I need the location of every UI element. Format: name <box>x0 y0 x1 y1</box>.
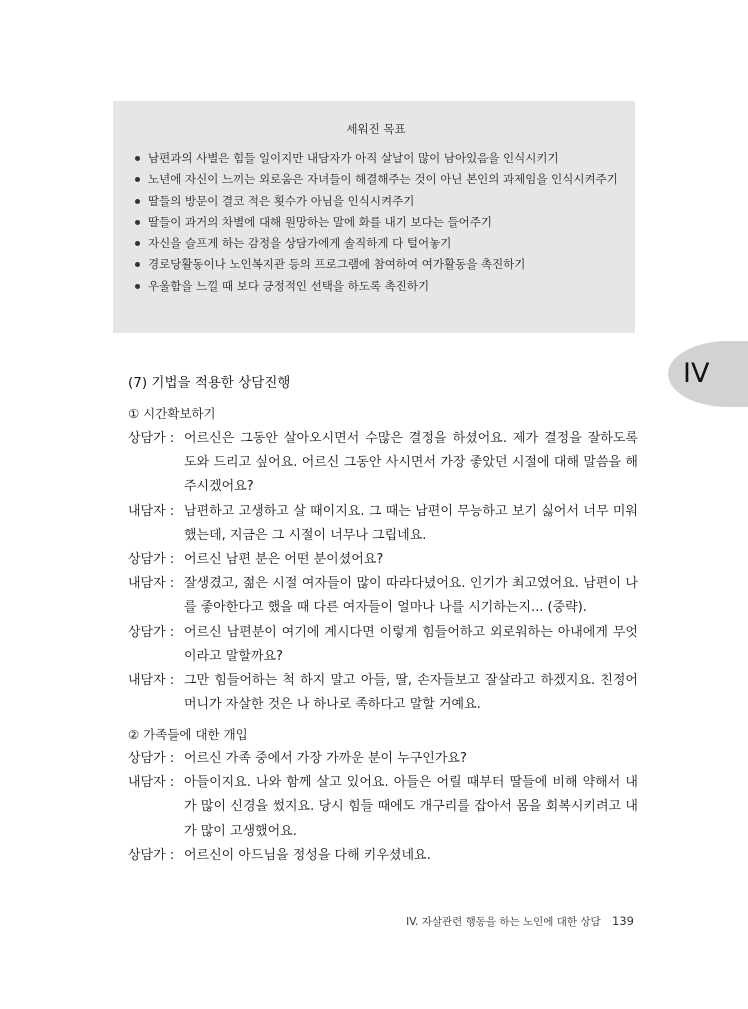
goals-box <box>113 101 635 333</box>
goals-list <box>133 148 619 297</box>
page-number: 139 <box>612 914 634 928</box>
speaker-label: 상담가 : <box>128 552 175 568</box>
speaker-label: 내담자 : <box>128 673 175 689</box>
utterance-text: 어르신이 아드님을 정성을 다해 키우셨네요. <box>184 847 431 863</box>
goal-item: 남편과의 사별은 힘들 일이지만 내담자가 아직 살날이 많이 남아있음을 인식시키기 <box>133 148 619 169</box>
speaker-label: 상담가 : <box>128 751 175 766</box>
page-footer <box>406 914 634 929</box>
goal-item: 딸들이 과거의 차별에 대해 원망하는 말에 화를 내기 보다는 들어주기 <box>133 212 619 233</box>
dialogue-time-securing <box>128 427 638 717</box>
utterance-text: 그만 힘들어하는 척 하지 말고 아들, 딸, 손자들보고 잘살라고 하겠지요. 친정어머니가 자살한 것은 나 하나로 족하다고 말할 거예요. <box>184 673 638 713</box>
goal-item: 노년에 자신이 느끼는 외로움은 자녀들이 해결해주는 것이 아닌 본인의 과제임을 인식시켜주기 <box>133 169 619 190</box>
dialogue-turn <box>128 844 638 868</box>
dialogue-turn <box>128 747 638 771</box>
dialogue-turn <box>128 500 638 548</box>
goal-item: 자신을 슬프게 하는 감정을 상담가에게 솔직하게 다 털어놓기 <box>133 233 619 254</box>
dialogue-turn <box>128 427 638 500</box>
dialogue-turn <box>128 771 638 844</box>
dialogue-turn <box>128 621 638 669</box>
utterance-text: 어르신은 그동안 살아오시면서 수많은 결정을 하셨어요. 제가 결정을 잘하도록 도와 드리고 싶어요. 어르신 그동안 사시면서 가장 좋았던 시절에 대해 말씀을 해주시겠어요? <box>184 431 638 495</box>
dialogue-family-intervention <box>128 747 638 868</box>
dialogue-turn <box>128 572 638 620</box>
speaker-label: 내담자 : <box>128 576 175 592</box>
speaker-label: 상담가 : <box>128 847 175 863</box>
subheading-time-securing: ① 시간확보하기 <box>128 406 216 421</box>
subheading-family-intervention: ② 가족들에 대한 개입 <box>128 727 248 742</box>
goal-item: 경로당활동이나 노인복지관 등의 프로그램에 참여하여 여가활동을 촉진하기 <box>133 254 619 275</box>
running-title: IV. 자살관련 행동을 하는 노인에 대한 상담 <box>406 916 601 928</box>
goal-item: 우울함을 느낄 때 보다 긍정적인 선택을 하도록 촉진하기 <box>133 276 619 297</box>
goal-item: 딸들의 방문이 결코 적은 횟수가 아님을 인식시켜주기 <box>133 191 619 212</box>
speaker-label: 상담가 : <box>128 431 175 446</box>
section-title: (7) 기법을 적용한 상담진행 <box>128 375 291 391</box>
chapter-tab: IV <box>668 341 748 407</box>
dialogue-turn <box>128 669 638 717</box>
utterance-text: 어르신 남편분이 여기에 계시다면 이렇게 힘들어하고 외로워하는 아내에게 무엇이라고 말할까요? <box>184 624 638 664</box>
utterance-text: 어르신 남편 분은 어떤 분이셨어요? <box>184 552 384 568</box>
speaker-label: 상담가 : <box>128 624 175 640</box>
utterance-text: 아들이지요. 나와 함께 살고 있어요. 아들은 어릴 때부터 딸들에 비해 약해서 내가 많이 신경을 썼지요. 당시 힘들 때에도 개구리를 잡아서 몸을 회복시키려고 내가 많이 고생했어요. <box>184 775 638 839</box>
utterance-text: 잘생겼고, 젊은 시절 여자들이 많이 따라다녔어요. 인기가 최고였어요. 남편이 나를 좋아한다고 했을 때 다른 여자들이 얼마나 나를 시기하는지... (중략). <box>184 576 638 616</box>
speaker-label: 내담자 : <box>128 775 175 791</box>
utterance-text: 남편하고 고생하고 살 때이지요. 그 때는 남편이 무능하고 보기 싫어서 너무 미워했는데, 지금은 그 시절이 너무나 그립네요. <box>184 503 638 543</box>
goals-title: 세워진 목표 <box>346 122 406 136</box>
speaker-label: 내담자 : <box>128 503 175 519</box>
utterance-text: 어르신 가족 중에서 가장 가까운 분이 누구인가요? <box>184 751 467 766</box>
dialogue-turn <box>128 548 638 572</box>
